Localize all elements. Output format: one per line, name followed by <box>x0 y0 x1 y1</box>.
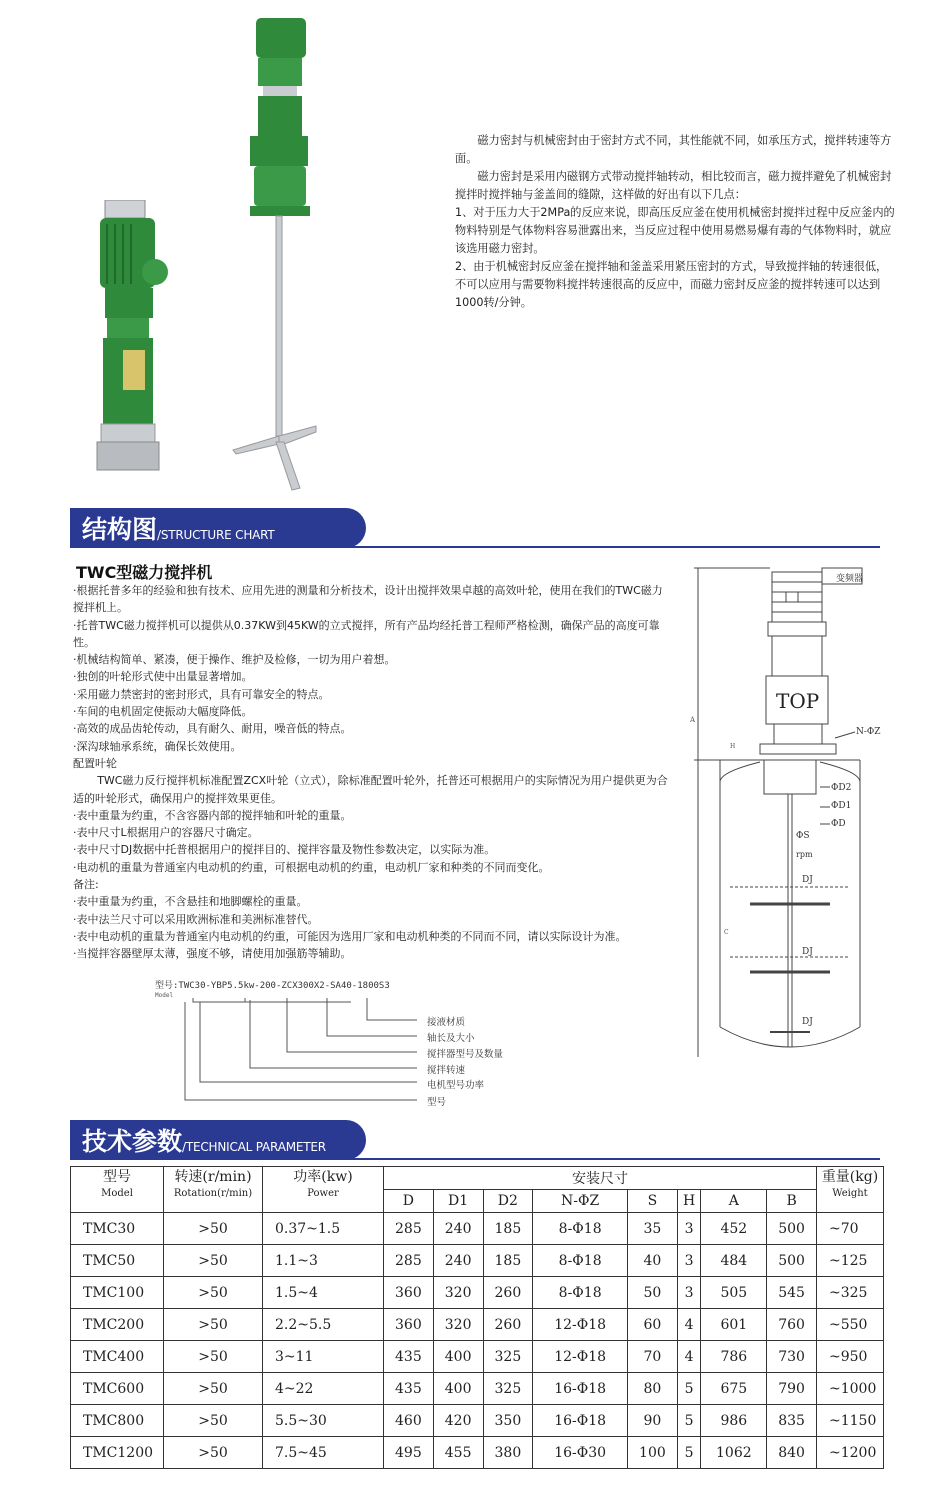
header-power: 功率(kw) Power <box>263 1167 384 1213</box>
table-cell: 5 <box>677 1405 701 1437</box>
structure-description <box>73 582 668 963</box>
table-cell: 260 <box>483 1309 533 1341</box>
table-cell: 4 <box>677 1341 701 1373</box>
table-cell: 70 <box>628 1341 678 1373</box>
table-cell: 435 <box>384 1341 434 1373</box>
table-cell: 495 <box>384 1437 434 1469</box>
technical-parameter-banner <box>70 1120 366 1160</box>
table-cell: 601 <box>701 1309 767 1341</box>
table-cell: 760 <box>767 1309 817 1341</box>
d1-label: ΦD1 <box>831 801 852 811</box>
table-cell: 1.5~4 <box>263 1277 384 1309</box>
header-col-7: B <box>767 1190 817 1213</box>
feature-line: ·电动机的重量为普通室内电动机的约重，可根据电动机的约重，电动机厂家和种类的不同而变化。 <box>73 860 550 874</box>
intro-text <box>455 132 895 312</box>
table-cell: TMC1200 <box>71 1437 164 1469</box>
table-cell: ~550 <box>817 1309 884 1341</box>
table-cell: 185 <box>483 1245 533 1277</box>
table-cell: 185 <box>483 1213 533 1245</box>
feature-line: ·高效的成品齿轮传动，具有耐久、耐用，噪音低的特点。 <box>73 722 352 736</box>
table-cell: >50 <box>164 1405 263 1437</box>
table-cell: ~1000 <box>817 1373 884 1405</box>
table-cell: 835 <box>767 1405 817 1437</box>
table-cell: 16-Φ18 <box>533 1373 628 1405</box>
table-cell: 12-Φ18 <box>533 1341 628 1373</box>
table-cell: 260 <box>483 1277 533 1309</box>
table-cell: 786 <box>701 1341 767 1373</box>
table-cell: 1.1~3 <box>263 1245 384 1277</box>
h-label: H <box>730 743 736 750</box>
table-cell: 790 <box>767 1373 817 1405</box>
table-cell: TMC400 <box>71 1341 164 1373</box>
banner-title-en: /STRUCTURE CHART <box>157 528 275 542</box>
table-cell: 435 <box>384 1373 434 1405</box>
intro-paragraph: 磁力密封与机械密封由于密封方式不同，其性能就不同，如承压方式，搅拌转速等方面。 <box>455 134 892 165</box>
table-row <box>71 1373 884 1405</box>
table-cell: 5 <box>677 1373 701 1405</box>
legend-label: 型号 <box>427 1097 447 1108</box>
table-row <box>71 1405 884 1437</box>
table-cell: TMC30 <box>71 1213 164 1245</box>
structure-drawing <box>690 562 890 1062</box>
table-cell: >50 <box>164 1341 263 1373</box>
table-cell: >50 <box>164 1245 263 1277</box>
table-cell: 3 <box>677 1213 701 1245</box>
header-col-5: H <box>677 1190 701 1213</box>
c-label: C <box>724 929 729 936</box>
table-cell: >50 <box>164 1437 263 1469</box>
table-cell: 500 <box>767 1245 817 1277</box>
feature-line: ·独创的叶轮形式使中出量显著增加。 <box>73 670 253 684</box>
s-label: ΦS <box>796 831 810 841</box>
table-cell: 325 <box>483 1341 533 1373</box>
banner-title-cn: 技术参数 <box>82 1127 183 1156</box>
section-heading: 备注: <box>73 878 99 892</box>
model-code: 型号:TWC30-YBP5.5kw-200-ZCX300X2-SA40-1800S3 <box>155 981 390 991</box>
d-label: ΦD <box>831 819 846 829</box>
table-cell: 16-Φ18 <box>533 1405 628 1437</box>
table-cell: 320 <box>433 1277 483 1309</box>
feature-line: ·当搅拌容器壁厚太薄，强度不够，请使用加强筋等辅助。 <box>73 947 352 961</box>
table-cell: 350 <box>483 1405 533 1437</box>
table-cell: 986 <box>701 1405 767 1437</box>
table-cell: 5 <box>677 1437 701 1469</box>
feature-line: ·根据托普多年的经验和独有技术、应用先进的测量和分析技术，设计出搅拌效果卓越的高效叶轮，使用在我们的TWC磁力搅拌机上。 <box>73 584 663 615</box>
banner-title-cn: 结构图 <box>82 515 158 544</box>
table-cell: ~125 <box>817 1245 884 1277</box>
feature-line: ·托普TWC磁力搅拌机可以提供从0.37KW到45KW的立式搅拌，所有产品均经托普工程师严格检测，确保产品的高度可靠性。 <box>73 618 660 649</box>
section-heading: 配置叶轮 <box>73 756 117 770</box>
table-cell: 360 <box>384 1309 434 1341</box>
top-label: TOP <box>776 689 820 713</box>
table-cell: 3 <box>677 1245 701 1277</box>
a-label: A <box>690 716 696 724</box>
table-cell: 500 <box>767 1213 817 1245</box>
legend-leader-lines <box>155 978 435 1108</box>
table-cell: 420 <box>433 1405 483 1437</box>
parameter-table-body <box>71 1213 884 1469</box>
n-phi-z-label: N-ΦZ <box>856 727 881 737</box>
table-cell: TMC100 <box>71 1277 164 1309</box>
table-cell: 40 <box>628 1245 678 1277</box>
table-cell: ~70 <box>817 1213 884 1245</box>
table-cell: 7.5~45 <box>263 1437 384 1469</box>
table-cell: 12-Φ18 <box>533 1309 628 1341</box>
table-cell: 325 <box>483 1373 533 1405</box>
header-model: 型号 Model <box>71 1167 164 1213</box>
table-row <box>71 1213 884 1245</box>
table-cell: 380 <box>483 1437 533 1469</box>
model-code-caption: Model <box>155 992 174 999</box>
table-cell: 35 <box>628 1213 678 1245</box>
intro-paragraph: 磁力密封是采用内磁钢方式带动搅拌轴转动，相比较而言，磁力搅拌避免了机械密封搅拌时搅拌轴与釜盖间的缝隙，这样做的好出有以下几点： <box>455 170 892 201</box>
header-col-1: D1 <box>433 1190 483 1213</box>
table-cell: 8-Φ18 <box>533 1245 628 1277</box>
table-row <box>71 1309 884 1341</box>
banner-divider <box>70 546 880 548</box>
table-cell: 240 <box>433 1213 483 1245</box>
table-cell: 50 <box>628 1277 678 1309</box>
model-code-legend <box>155 978 535 1108</box>
table-cell: 320 <box>433 1309 483 1341</box>
product-image-short-agitator <box>95 200 175 475</box>
d2-label: ΦD2 <box>831 783 852 793</box>
feature-line: ·表中尺寸L根据用户的容器尺寸确定。 <box>73 826 259 840</box>
table-cell: 90 <box>628 1405 678 1437</box>
table-cell: TMC200 <box>71 1309 164 1341</box>
dj-label: DJ <box>802 875 813 885</box>
table-cell: 60 <box>628 1309 678 1341</box>
product-image-long-agitator <box>228 18 318 493</box>
table-cell: >50 <box>164 1309 263 1341</box>
inverter-label: 变频器 <box>836 574 864 584</box>
table-cell: 730 <box>767 1341 817 1373</box>
legend-label: 电机型号功率 <box>427 1080 485 1091</box>
table-cell: 840 <box>767 1437 817 1469</box>
table-cell: 100 <box>628 1437 678 1469</box>
rpm-label: rpm <box>796 850 813 859</box>
feature-line: TWC磁力反行搅拌机标准配置ZCX叶轮（立式），除标准配置叶轮外，托普还可根据用户的实际情况为用户提供更为合适的叶轮形式，确保用户的搅拌效果更佳。 <box>73 774 668 805</box>
table-cell: 240 <box>433 1245 483 1277</box>
table-cell: 80 <box>628 1373 678 1405</box>
feature-line: ·表中电动机的重量为普通室内电动机的约重，可能因为选用厂家和电动机种类的不同而不同，请以实际设计为准。 <box>73 929 627 943</box>
legend-label: 搅拌转速 <box>427 1065 466 1076</box>
table-cell: 455 <box>433 1437 483 1469</box>
table-cell: >50 <box>164 1213 263 1245</box>
header-col-2: D2 <box>483 1190 533 1213</box>
table-cell: 675 <box>701 1373 767 1405</box>
table-cell: ~1150 <box>817 1405 884 1437</box>
table-cell: 285 <box>384 1245 434 1277</box>
table-cell: TMC600 <box>71 1373 164 1405</box>
banner-divider <box>70 1158 880 1160</box>
header-col-4: S <box>628 1190 678 1213</box>
structure-chart-banner <box>70 508 366 548</box>
legend-label: 接液材质 <box>427 1017 466 1028</box>
table-cell: 3 <box>677 1277 701 1309</box>
feature-line: ·机械结构简单、紧凑，便于操作、维护及检修，一切为用户着想。 <box>73 653 396 667</box>
header-col-0: D <box>384 1190 434 1213</box>
feature-line: ·采用磁力禁密封的密封形式，具有可靠安全的特点。 <box>73 687 330 701</box>
dj-label: DJ <box>802 1017 813 1027</box>
feature-line: ·表中重量为约重，不含悬挂和地脚螺栓的重量。 <box>73 895 308 909</box>
table-cell: 545 <box>767 1277 817 1309</box>
feature-line: ·深沟球轴承系统，确保长效使用。 <box>73 739 242 753</box>
header-col-6: A <box>701 1190 767 1213</box>
table-cell: 360 <box>384 1277 434 1309</box>
feature-line: ·表中尺寸DJ数据中托普根据用户的搅拌目的、搅拌容量及物性参数决定，以实际为准。 <box>73 843 496 857</box>
intro-paragraph: 2、由于机械密封反应釜在搅拌轴和釜盖采用紧压密封的方式，导致搅拌轴的转速很低，不可以应用与需要物料搅拌转速很高的反应中，而磁力密封反应釜的搅拌转速可以达到1000转/分钟。 <box>455 260 888 309</box>
header-weight: 重量(kg) Weight <box>817 1167 884 1213</box>
table-cell: ~325 <box>817 1277 884 1309</box>
table-cell: 1062 <box>701 1437 767 1469</box>
table-cell: 400 <box>433 1341 483 1373</box>
table-cell: 4 <box>677 1309 701 1341</box>
table-cell: ~1200 <box>817 1437 884 1469</box>
feature-line: ·表中重量为约重，不含容器内部的搅拌轴和叶轮的重量。 <box>73 808 352 822</box>
feature-line: ·车间的电机固定使振动大幅度降低。 <box>73 705 253 719</box>
table-cell: 285 <box>384 1213 434 1245</box>
legend-label: 轴长及大小 <box>427 1033 475 1044</box>
table-row <box>71 1437 884 1469</box>
table-cell: >50 <box>164 1277 263 1309</box>
table-row <box>71 1341 884 1373</box>
feature-line: ·表中法兰尺寸可以采用欧洲标准和美洲标准替代。 <box>73 912 319 926</box>
table-cell: 2.2~5.5 <box>263 1309 384 1341</box>
parameter-table <box>70 1166 884 1469</box>
header-install-size: 安装尺寸 <box>384 1167 817 1190</box>
intro-paragraph: 1、对于压力大于2MPa的反应来说，即高压反应釜在使用机械密封搅拌过程中反应釜内的物料特别是气体物料容易泄露出来，当反应过程中使用易燃易爆有毒的气体物料时，就应该选用磁力密封。 <box>455 206 895 255</box>
table-cell: >50 <box>164 1373 263 1405</box>
table-cell: 4~22 <box>263 1373 384 1405</box>
table-cell: 5.5~30 <box>263 1405 384 1437</box>
table-cell: TMC50 <box>71 1245 164 1277</box>
table-cell: 0.37~1.5 <box>263 1213 384 1245</box>
table-cell: 8-Φ18 <box>533 1277 628 1309</box>
table-cell: 484 <box>701 1245 767 1277</box>
table-row <box>71 1277 884 1309</box>
banner-title-en: /TECHNICAL PARAMETER <box>182 1140 326 1154</box>
header-speed: 转速(r/min) Rotation(r/min) <box>164 1167 263 1213</box>
table-cell: 16-Φ30 <box>533 1437 628 1469</box>
table-cell: 505 <box>701 1277 767 1309</box>
table-cell: TMC800 <box>71 1405 164 1437</box>
product-title: TWC型磁力搅拌机 <box>76 563 213 582</box>
dj-label: DJ <box>802 947 813 957</box>
table-cell: 8-Φ18 <box>533 1213 628 1245</box>
table-cell: 3~11 <box>263 1341 384 1373</box>
table-cell: 452 <box>701 1213 767 1245</box>
table-row <box>71 1245 884 1277</box>
header-col-3: N-ΦZ <box>533 1190 628 1213</box>
table-cell: ~950 <box>817 1341 884 1373</box>
table-cell: 400 <box>433 1373 483 1405</box>
table-cell: 460 <box>384 1405 434 1437</box>
legend-label: 搅拌器型号及数量 <box>427 1049 504 1060</box>
